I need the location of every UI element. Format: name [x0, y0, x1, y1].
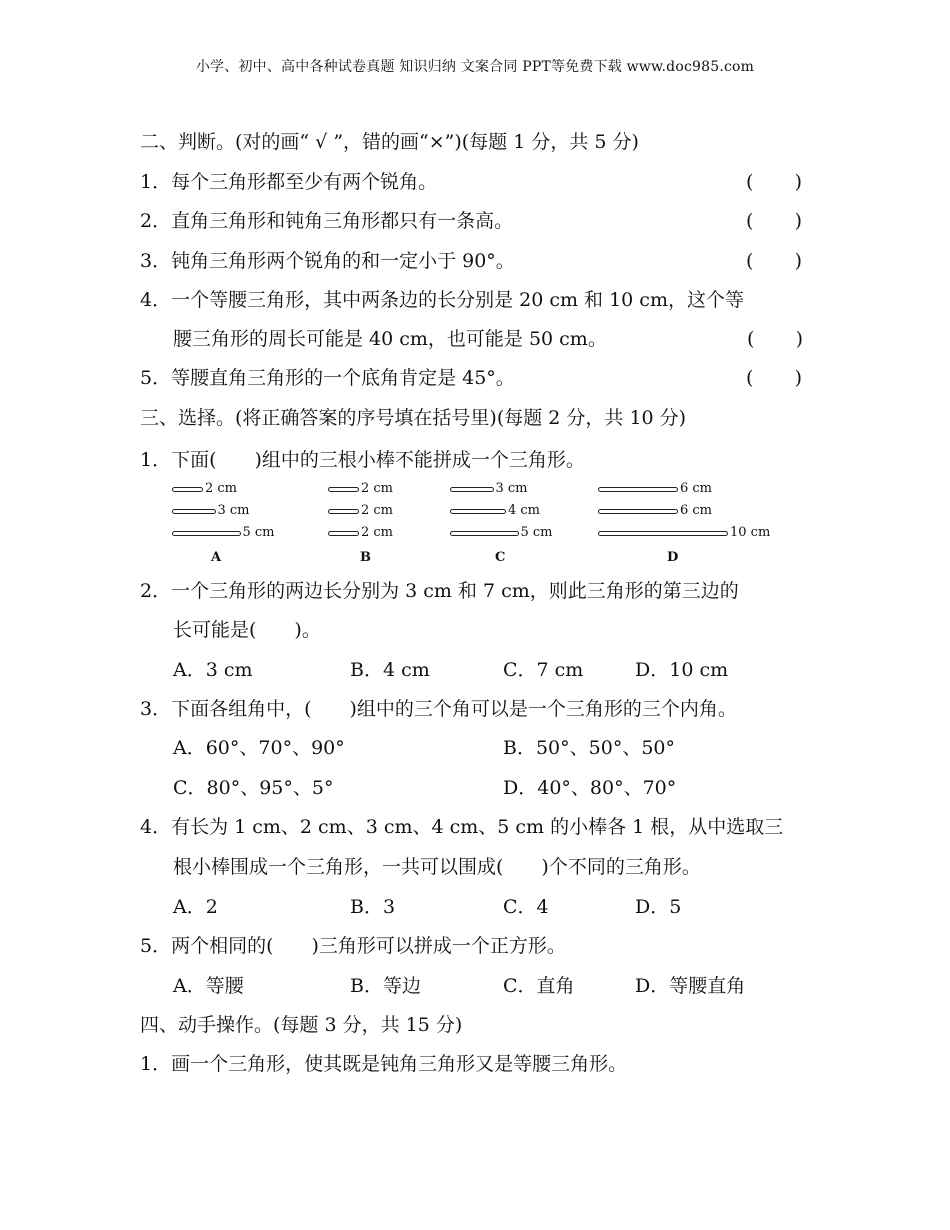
- stick: [172, 509, 216, 514]
- stick: [598, 531, 728, 536]
- stick-length-label: 2 cm: [205, 481, 238, 496]
- stick: [328, 487, 359, 492]
- stick-length-label: 3 cm: [495, 481, 528, 496]
- stick: [172, 531, 241, 536]
- judge-item-4-cont: [173, 327, 813, 351]
- choice-q1: 1．下面( )组中的三根小棒不能拼成一个三角形。: [140, 449, 585, 471]
- judge-item-text: 5．等腰直角三角形的一个底角肯定是 45°。: [140, 367, 515, 389]
- answer-bracket[interactable]: ( ): [746, 250, 802, 272]
- stick: [598, 509, 678, 514]
- judge-item-3: [140, 249, 812, 273]
- stick: [450, 531, 519, 536]
- stick-group-label: C: [495, 550, 506, 565]
- stick-length-label: 2 cm: [361, 525, 394, 540]
- choice-q3: 3．下面各组角中，( )组中的三个角可以是一个三角形的三个内角。: [140, 698, 737, 720]
- stick-length-label: 3 cm: [217, 503, 250, 518]
- judge-item-2: [140, 209, 812, 233]
- section3-title: 三、选择。(将正确答案的序号填在括号里)(每题 2 分，共 10 分): [140, 407, 687, 429]
- stick-length-label: 5 cm: [520, 525, 553, 540]
- option-c[interactable]: C．4: [503, 896, 549, 918]
- option-a[interactable]: A．2: [173, 896, 218, 918]
- judge-item-5: [140, 366, 812, 390]
- judge-item-text: 1．每个三角形都至少有两个锐角。: [140, 171, 438, 193]
- stick-length-label: 6 cm: [680, 481, 713, 496]
- stick: [328, 509, 359, 514]
- option-d[interactable]: D．10 cm: [635, 659, 729, 681]
- option-b[interactable]: B．4 cm: [350, 659, 430, 681]
- answer-bracket[interactable]: ( ): [747, 328, 803, 350]
- stick: [598, 487, 678, 492]
- choice-q2-cont: 长可能是( )。: [173, 619, 321, 641]
- sticks-figure: [170, 482, 790, 566]
- judge-item-4: 4．一个等腰三角形，其中两条边的长分别是 20 cm 和 10 cm，这个等: [140, 289, 744, 311]
- stick: [450, 509, 506, 514]
- option-b[interactable]: B．50°、50°、50°: [503, 737, 675, 759]
- choice-q4-cont: 根小棒围成一个三角形，一共可以围成( )个不同的三角形。: [173, 856, 701, 878]
- answer-bracket[interactable]: ( ): [746, 210, 802, 232]
- stick-length-label: 2 cm: [361, 481, 394, 496]
- judge-item-text: 腰三角形的周长可能是 40 cm，也可能是 50 cm。: [173, 328, 607, 350]
- option-a[interactable]: A．60°、70°、90°: [173, 737, 345, 759]
- choice-q2: 2．一个三角形的两边长分别为 3 cm 和 7 cm，则此三角形的第三边的: [140, 580, 739, 602]
- answer-bracket[interactable]: ( ): [746, 171, 802, 193]
- option-c[interactable]: C．直角: [503, 975, 575, 997]
- option-a[interactable]: A．3 cm: [173, 659, 253, 681]
- stick-group-label: A: [211, 550, 222, 565]
- operation-q1: 1．画一个三角形，使其既是钝角三角形又是等腰三角形。: [140, 1053, 628, 1075]
- choice-q5: 5．两个相同的( )三角形可以拼成一个正方形。: [140, 935, 566, 957]
- stick-length-label: 4 cm: [508, 503, 541, 518]
- judge-item-1: [140, 170, 812, 194]
- page-header: 小学、初中、高中各种试卷真题 知识归纳 文案合同 PPT等免费下载 www.doc985.com: [195, 59, 755, 75]
- stick: [172, 487, 203, 492]
- option-d[interactable]: D．40°、80°、70°: [503, 777, 677, 799]
- judge-item-text: 3．钝角三角形两个锐角的和一定小于 90°。: [140, 250, 515, 272]
- option-b[interactable]: B．等边: [350, 975, 421, 997]
- stick-group-label: D: [667, 550, 679, 565]
- stick-length-label: 2 cm: [361, 503, 394, 518]
- judge-item-text: 2．直角三角形和钝角三角形都只有一条高。: [140, 210, 514, 232]
- option-a[interactable]: A．等腰: [173, 975, 244, 997]
- option-b[interactable]: B．3: [350, 896, 396, 918]
- stick-length-label: 6 cm: [680, 503, 713, 518]
- option-d[interactable]: D．5: [635, 896, 682, 918]
- choice-q4: 4．有长为 1 cm、2 cm、3 cm、4 cm、5 cm 的小棒各 1 根，从中选取三: [140, 816, 784, 838]
- section2-title: 二、判断。(对的画“ √ ”，错的画“×”)(每题 1 分，共 5 分): [140, 131, 639, 153]
- stick-length-label: 5 cm: [242, 525, 275, 540]
- section4-title: 四、动手操作。(每题 3 分，共 15 分): [140, 1014, 463, 1036]
- option-d[interactable]: D．等腰直角: [635, 975, 746, 997]
- option-c[interactable]: C．7 cm: [503, 659, 584, 681]
- stick-group-label: B: [360, 550, 371, 565]
- stick: [328, 531, 359, 536]
- answer-bracket[interactable]: ( ): [746, 367, 802, 389]
- stick: [450, 487, 494, 492]
- option-c[interactable]: C．80°、95°、5°: [173, 777, 334, 799]
- stick-length-label: 10 cm: [730, 525, 771, 540]
